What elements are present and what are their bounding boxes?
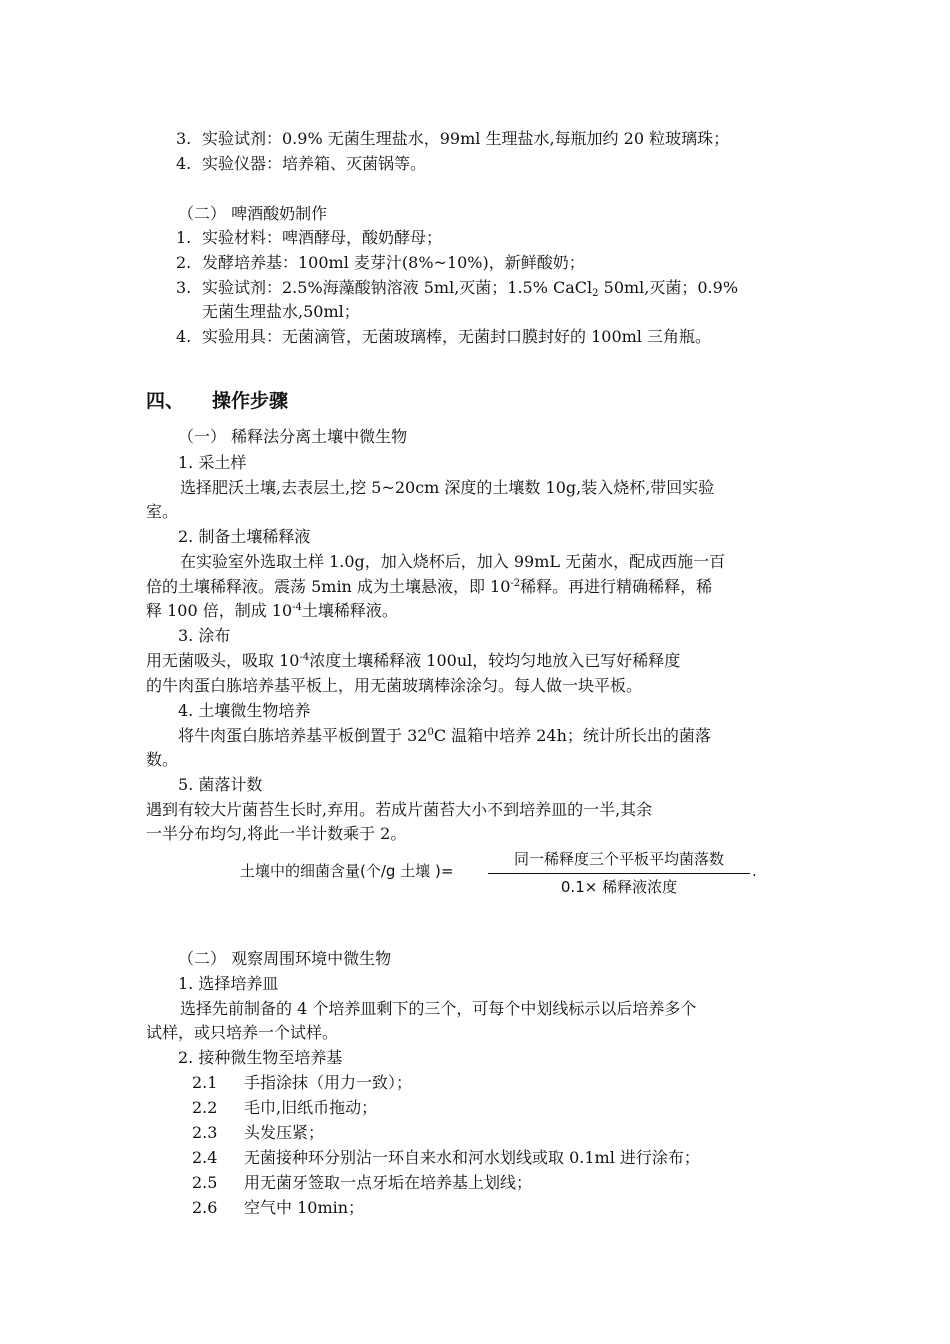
list-number: 2. bbox=[176, 253, 192, 272]
step-title: 4. 土壤微生物培养 bbox=[178, 701, 311, 720]
superscript: 0 bbox=[427, 727, 434, 738]
step-title: 5. 菌落计数 bbox=[178, 775, 263, 794]
subsection-heading: （二） 观察周围环境中微生物 bbox=[178, 949, 392, 968]
text: 将牛肉蛋白胨培养基平板倒置于 32 bbox=[178, 726, 428, 745]
list-number: 2.2 bbox=[192, 1098, 218, 1117]
paragraph-line: 室。 bbox=[146, 502, 179, 521]
sub-list-item bbox=[192, 1097, 377, 1119]
section-title: 操作步骤 bbox=[212, 390, 289, 412]
subsection-heading: （一） 稀释法分离土壤中微生物 bbox=[178, 427, 408, 446]
list-text: 实验材料：啤酒酵母，酸奶酵母； bbox=[202, 228, 443, 247]
step-title: 2. 制备土壤稀释液 bbox=[178, 527, 311, 546]
list-text-cont: 50ml,灭菌；0.9% bbox=[598, 278, 739, 297]
subscript: 2 bbox=[592, 288, 599, 299]
list-number: 2.5 bbox=[192, 1173, 218, 1192]
list-number: 2.1 bbox=[192, 1073, 218, 1092]
list-text: 实验试剂：2.5%海藻酸钠溶液 5ml,灭菌；1.5% CaCl bbox=[202, 278, 593, 297]
superscript: -2 bbox=[510, 578, 521, 589]
paragraph-line: 的牛肉蛋白胨培养基平板上，用无菌玻璃棒涂涂匀。每人做一块平板。 bbox=[146, 676, 643, 695]
step-title: 2. 接种微生物至培养基 bbox=[178, 1048, 343, 1067]
text: 土壤稀释液。 bbox=[301, 601, 398, 620]
paragraph-line: 试样，或只培养一个试样。 bbox=[146, 1023, 339, 1042]
paragraph-line: 选择肥沃土壤,去表层土,挖 5~20cm 深度的土壤数 10g,装入烧杯,带回实验 bbox=[180, 478, 715, 497]
paragraph-line bbox=[178, 725, 711, 747]
list-item-continuation: 无菌生理盐水,50ml； bbox=[202, 302, 360, 321]
step-title: 1. 选择培养皿 bbox=[178, 974, 279, 993]
formula-denominator: 0.1× 稀释液浓度 bbox=[560, 878, 678, 896]
formula-lhs: 土壤中的细菌含量(个/g 土壤 )= bbox=[240, 862, 454, 880]
text: 浓度土壤稀释液 100ul，较均匀地放入已写好稀释度 bbox=[309, 651, 681, 670]
list-number: 2.3 bbox=[192, 1123, 218, 1142]
subsection-heading: （二） 啤酒酸奶制作 bbox=[178, 204, 328, 223]
paragraph-line bbox=[146, 576, 712, 598]
list-item bbox=[176, 252, 585, 274]
list-text: 头发压紧； bbox=[244, 1123, 325, 1142]
list-number: 3. bbox=[176, 129, 192, 148]
sub-list-item bbox=[192, 1197, 364, 1219]
list-text: 实验试剂：0.9% 无菌生理盐水，99ml 生理盐水,每瓶加约 20 粒玻璃珠； bbox=[202, 129, 730, 148]
list-item bbox=[176, 277, 738, 299]
step-title: 3. 涂布 bbox=[178, 626, 231, 645]
section-number: 四、 bbox=[146, 390, 185, 412]
formula-end: . bbox=[752, 862, 757, 880]
list-number: 4. bbox=[176, 154, 192, 173]
list-text: 空气中 10min； bbox=[244, 1198, 365, 1217]
step-title: 1. 采土样 bbox=[178, 453, 247, 472]
sub-list-item bbox=[192, 1147, 700, 1169]
paragraph-line: 选择先前制备的 4 个培养皿剩下的三个，可每个中划线标示以后培养多个 bbox=[180, 999, 697, 1018]
formula bbox=[240, 848, 760, 898]
list-item bbox=[176, 326, 711, 348]
list-text: 无菌接种环分别沾一环自来水和河水划线或取 0.1ml 进行涂布； bbox=[244, 1148, 700, 1167]
list-number: 2.6 bbox=[192, 1198, 218, 1217]
sub-list-item bbox=[192, 1122, 324, 1144]
paragraph-line: 在实验室外选取土样 1.0g，加入烧杯后，加入 99mL 无菌水，配成西施一百 bbox=[180, 552, 726, 571]
text: 用无菌吸头，吸取 10 bbox=[146, 651, 300, 670]
text: C 温箱中培养 24h；统计所长出的菌落 bbox=[433, 726, 711, 745]
list-text: 实验仪器：培养箱、灭菌锅等。 bbox=[202, 154, 427, 173]
formula-numerator: 同一稀释度三个平板平均菌落数 bbox=[513, 850, 724, 868]
superscript: -4 bbox=[299, 652, 310, 663]
fraction-bar bbox=[488, 873, 750, 874]
paragraph-line: 数。 bbox=[146, 750, 179, 769]
list-number: 4. bbox=[176, 327, 192, 346]
text: 稀释。再进行精确稀释，稀 bbox=[520, 577, 713, 596]
paragraph-line: 遇到有较大片菌苔生长时,弃用。若成片菌苔大小不到培养皿的一半,其余 bbox=[146, 800, 653, 819]
list-text: 手指涂抹（用力一致）； bbox=[244, 1073, 413, 1092]
list-number: 1. bbox=[176, 228, 192, 247]
list-text: 毛巾,旧纸币拖动； bbox=[244, 1098, 378, 1117]
list-item bbox=[176, 227, 442, 249]
list-item bbox=[176, 128, 729, 150]
paragraph-line bbox=[146, 650, 680, 672]
text: 倍的土壤稀释液。震荡 5min 成为土壤悬液，即 10 bbox=[146, 577, 511, 596]
section-heading bbox=[146, 390, 288, 412]
sub-list-item bbox=[192, 1072, 412, 1094]
list-number: 2.4 bbox=[192, 1148, 218, 1167]
sub-list-item bbox=[192, 1172, 532, 1194]
paragraph-line bbox=[146, 600, 398, 622]
superscript: -4 bbox=[292, 602, 302, 613]
paragraph-line: 一半分布均匀,将此一半计数乘于 2。 bbox=[146, 824, 407, 843]
text: 释 100 倍，制成 10 bbox=[146, 601, 293, 620]
list-number: 3. bbox=[176, 278, 192, 297]
list-item bbox=[176, 153, 426, 175]
list-text: 实验用具：无菌滴管，无菌玻璃棒，无菌封口膜封好的 100ml 三角瓶。 bbox=[202, 327, 712, 346]
list-text: 发酵培养基：100ml 麦芽汁(8%~10%)，新鲜酸奶； bbox=[202, 253, 585, 272]
list-text: 用无菌牙签取一点牙垢在培养基上划线； bbox=[244, 1173, 533, 1192]
